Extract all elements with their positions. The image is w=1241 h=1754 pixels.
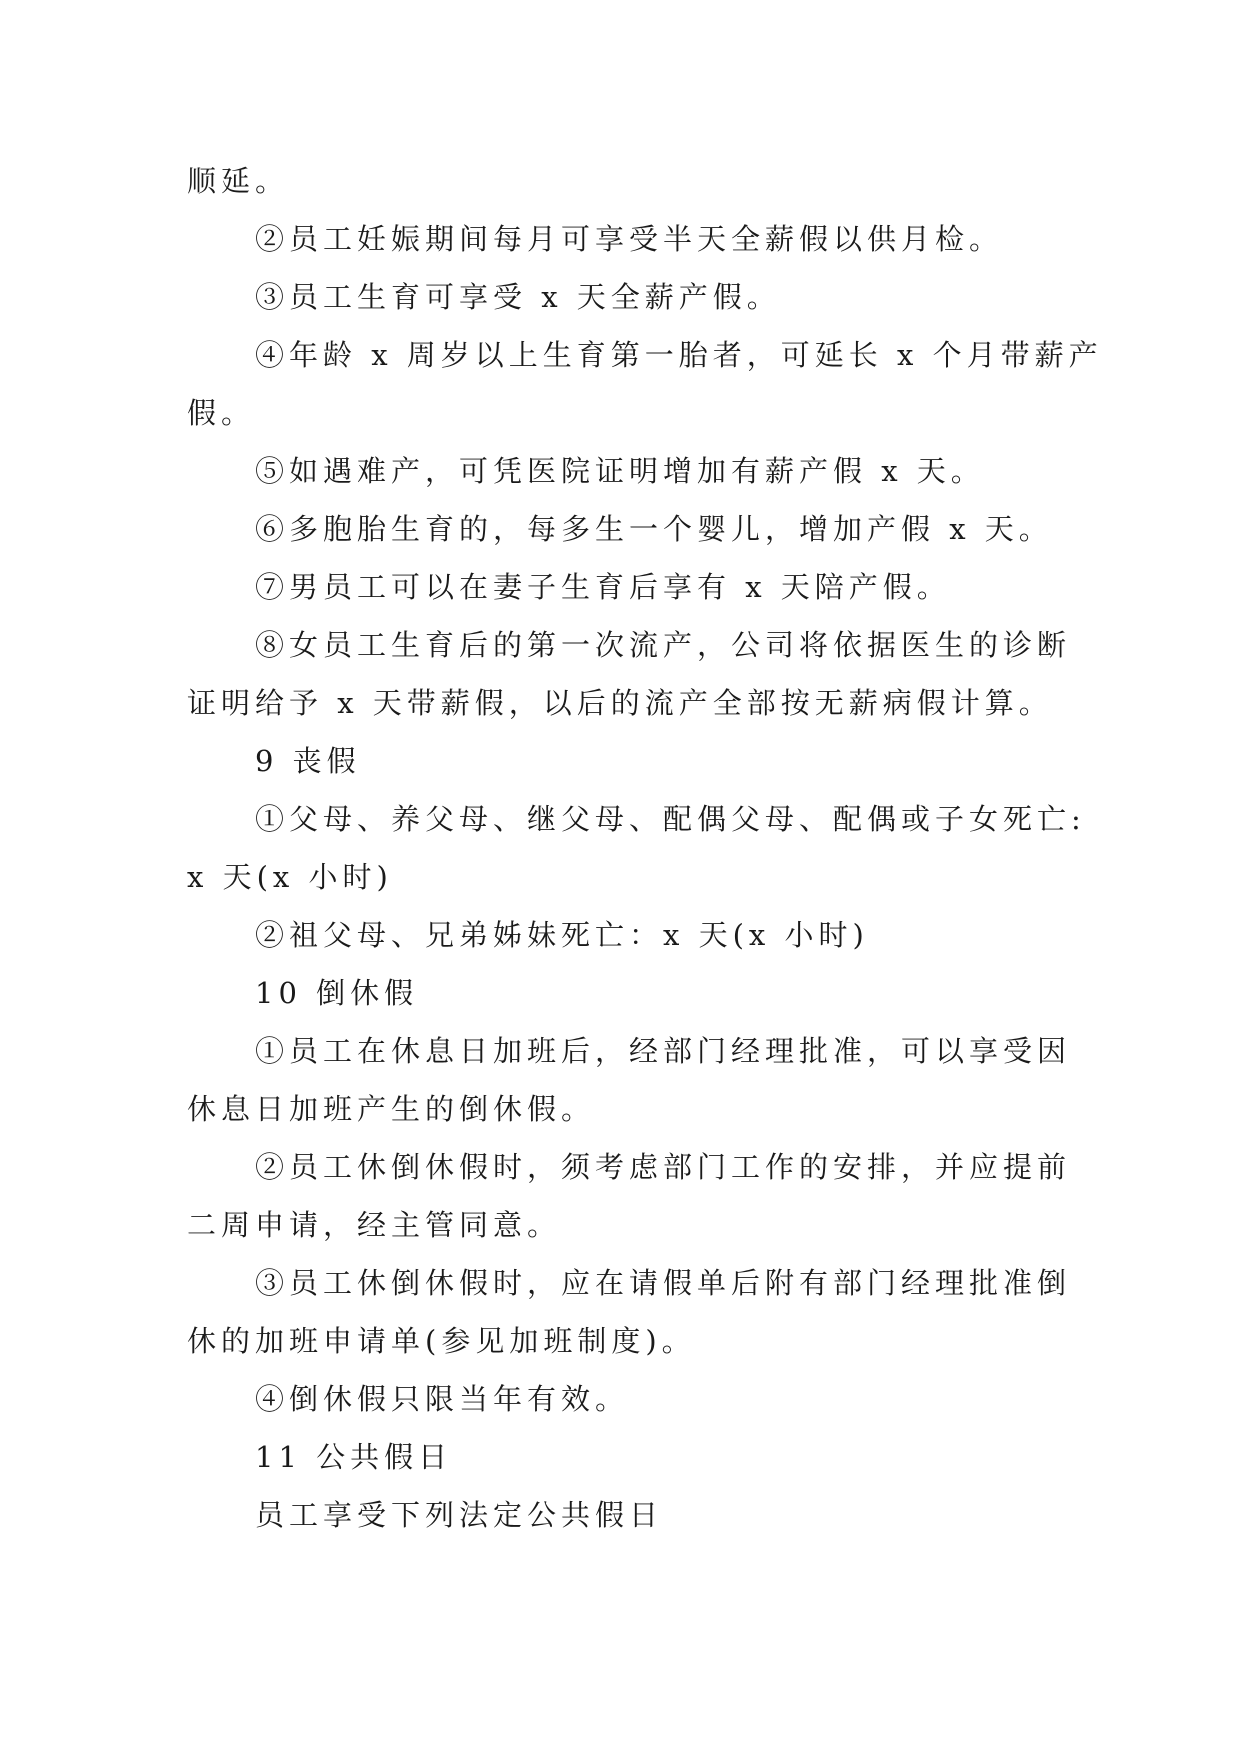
text-line: ⑧女员工生育后的第一次流产，公司将依据医生的诊断 (255, 628, 1072, 662)
text-line: 证明给予 x 天带薪假，以后的流产全部按无薪病假计算。 (187, 686, 1053, 720)
text-line: 顺延。 (187, 164, 290, 198)
text-line: ①父母、养父母、继父母、配偶父母、配偶或子女死亡: (255, 802, 1086, 836)
section-heading: 11 公共假日 (255, 1440, 453, 1474)
text-line: ⑤如遇难产，可凭医院证明增加有薪产假 x 天。 (255, 454, 985, 488)
section-heading: 9 丧假 (255, 744, 361, 778)
text-line: ①员工在休息日加班后，经部门经理批准，可以享受因 (255, 1034, 1072, 1068)
text-line: ②员工妊娠期间每月可享受半天全薪假以供月检。 (255, 222, 1004, 256)
text-line: 休息日加班产生的倒休假。 (187, 1092, 596, 1126)
text-line: ③员工生育可享受 x 天全薪产假。 (255, 280, 781, 314)
text-line: ③员工休倒休假时，应在请假单后附有部门经理批准倒 (255, 1266, 1072, 1300)
section-heading: 10 倒休假 (255, 976, 419, 1010)
text-line: ⑦男员工可以在妻子生育后享有 x 天陪产假。 (255, 570, 951, 604)
document-body (187, 152, 1103, 1544)
text-line: 二周申请，经主管同意。 (187, 1208, 562, 1242)
text-line: ②祖父母、兄弟姊妹死亡：x 天(x 小时) (255, 918, 869, 952)
text-line: ⑥多胞胎生育的，每多生一个婴儿，增加产假 x 天。 (255, 512, 1053, 546)
text-line: ④年龄 x 周岁以上生育第一胎者，可延长 x 个月带薪产 (255, 338, 1103, 372)
text-line: ②员工休倒休假时，须考虑部门工作的安排，并应提前 (255, 1150, 1072, 1184)
text-line: 休的加班申请单(参见加班制度)。 (187, 1324, 696, 1358)
text-line: 员工享受下列法定公共假日 (255, 1498, 664, 1532)
text-line: x 天(x 小时) (187, 860, 393, 894)
text-line: 假。 (187, 396, 256, 430)
text-line: ④倒休假只限当年有效。 (255, 1382, 630, 1416)
